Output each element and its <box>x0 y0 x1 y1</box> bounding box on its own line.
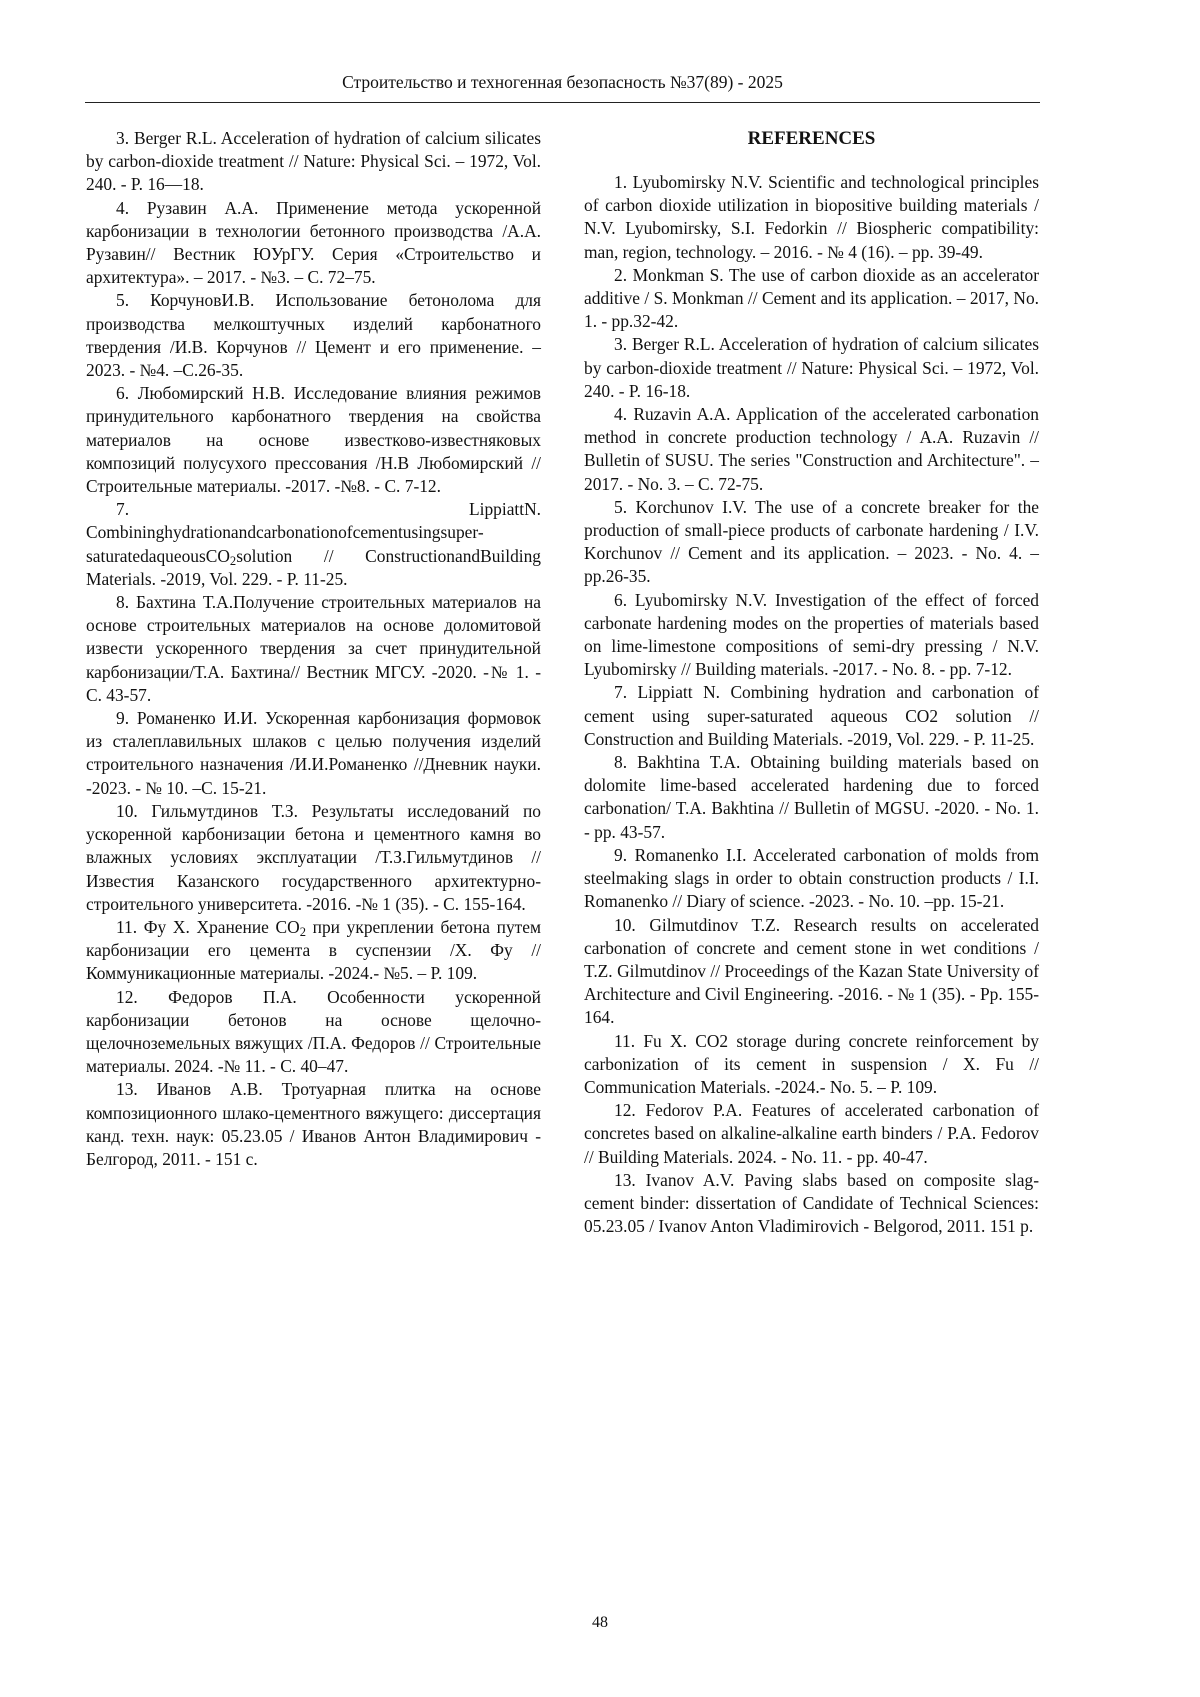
reference-number: 9. <box>116 708 130 729</box>
reference-number: 5. <box>116 290 130 311</box>
subscript: 2 <box>229 553 237 568</box>
reference-text: при укреплении бетона путем карбонизации его цемента в суспензии /Х. Фу // Коммуникационные материалы. -2024.- №5. – Р. 109. <box>86 916 542 984</box>
reference-number: 11. <box>614 1030 636 1051</box>
reference-number: 6. <box>614 589 628 610</box>
reference-number: 4. <box>116 197 130 218</box>
reference-item <box>584 589 1039 682</box>
reference-text: Fedorov P.A. Features of accelerated carbonation of concretes based on alkaline-alkaline earth binders / P.A. Fedorov // Building Materials. 2024. - No. 11. - pp. 40-47. <box>584 1100 1039 1167</box>
reference-item <box>86 800 541 916</box>
reference-item <box>86 127 541 197</box>
reference-number: 12. <box>116 986 138 1007</box>
reference-item <box>584 844 1039 914</box>
reference-text: Lippiatt N. Combining hydration and carbonation of cement using super-saturated aqueous CO2 solution // Construction and Building Materials. -2019, Vol. 229. - P. 11-25. <box>584 682 1039 749</box>
reference-text: Бахтина Т.А.Получение строительных материалов на основе строительных материалов на основе доломитовой извести ускоренного твердения за счет принудительной карбонизации/Т.А. Бахтина// Вестник МГСУ. -2020. -№ 1. - С. 43-57. <box>86 592 541 705</box>
reference-item <box>584 1030 1039 1100</box>
reference-number: 8. <box>614 752 628 773</box>
running-header: Строительство и техногенная безопасность №37(89) - 2025 <box>342 72 783 92</box>
reference-item <box>86 986 541 1079</box>
header-rule <box>85 102 1040 103</box>
reference-text: Monkman S. The use of carbon dioxide as an accelerator additive / S. Monkman // Cement and its application. – 2017, No. 1. - pp.32-42. <box>584 264 1039 332</box>
reference-number: 7. <box>116 499 130 520</box>
reference-item <box>86 197 541 290</box>
right-column <box>584 127 1039 1238</box>
reference-number: 5. <box>614 496 628 517</box>
reference-item <box>86 1078 541 1171</box>
reference-text: Berger R.L. Acceleration of hydration of calcium silicates by carbon-dioxide treatment // Nature: Physical Sci. – 1972, Vol. 240. - P. 16-18. <box>584 334 1039 401</box>
reference-text: Федоров П.А. Особенности ускоренной карбонизации бетонов на основе щелочно-щелочноземельных вяжущих /П.А. Федоров // Строительные материалы. 2024. -№ 11. - С. 40–47. <box>86 986 541 1077</box>
reference-text: Рузавин А.А. Применение метода ускоренной карбонизации в технологии бетонного производства /А.А. Рузавин// Вестник ЮУрГУ. Серия «Строительство и архитектура». – 2017. - №3. – С. 72–75. <box>86 197 542 288</box>
reference-number: 4. <box>614 404 628 425</box>
reference-number: 13. <box>614 1169 636 1190</box>
reference-text: Романенко И.И. Ускоренная карбонизация формовок из сталеплавильных шлаков с целью получения изделий строительного назначения /И.И.Романенко //Дневник науки. -2023. - № 10. –С. 15-21. <box>86 708 541 798</box>
reference-number: 13. <box>116 1079 138 1100</box>
reference-number: 7. <box>614 682 628 703</box>
reference-text: LippiattN. Combininghydrationandcarbonationofcementusingsuper-saturatedaqueousCO <box>86 499 541 566</box>
reference-item <box>584 264 1039 334</box>
reference-number: 8. <box>116 592 130 613</box>
references-title: REFERENCES <box>747 128 876 149</box>
reference-item <box>86 707 541 800</box>
reference-item <box>86 289 541 382</box>
reference-item <box>86 591 541 707</box>
page-number: 48 <box>592 1614 608 1631</box>
reference-text: КорчуновИ.В. Использование бетонолома для производства мелкоштучных изделий карбонатного твердения /И.В. Корчунов // Цемент и его применение. – 2023. - №4. –С.26-35. <box>86 290 541 381</box>
reference-number: 9. <box>614 844 628 865</box>
russian-reference-list <box>86 127 541 1171</box>
reference-item <box>584 403 1039 496</box>
reference-number: 12. <box>614 1100 636 1121</box>
reference-text: Ruzavin A.A. Application of the accelerated carbonation method in concrete production technology / A.A. Ruzavin // Bulletin of SUSU. The series "Construction and Architecture". – 2017. - No. 3. – C. 72-75. <box>584 404 1039 494</box>
reference-text: Berger R.L. Acceleration of hydration of calcium silicates by carbon-dioxide treatment // Nature: Physical Sci. – 1972, Vol. 240. - P. 16—18. <box>86 128 541 195</box>
reference-number: 3. <box>116 128 130 148</box>
reference-text: Romanenko I.I. Accelerated carbonation of molds from steelmaking slags in order to obtain construction products / I.I. Romanenko // Diary of science. -2023. - No. 10. –pp. 15-21. <box>584 844 1039 912</box>
reference-text: Гильмутдинов Т.З. Результаты исследований по ускоренной карбонизации бетона и цементного камня во влажных условиях эксплуатации /Т.З.Гильмутдинов //Известия Казанского государственного архитектурно-строительного университета. -2016. -№ 1 (35). - С. 155-164. <box>86 800 541 914</box>
reference-text: solution // ConstructionandBuilding Materials. -2019, Vol. 229. - P. 11-25. <box>86 545 541 589</box>
reference-text: Gilmutdinov T.Z. Research results on accelerated carbonation of concrete and cement stone in wet conditions / T.Z. Gilmutdinov // Proceedings of the Kazan State University of Architecture and Civil Engineering. -2016. - № 1 (35). - Pp. 155-164. <box>584 914 1039 1028</box>
subscript: 2 <box>299 925 306 940</box>
reference-text: Lyubomirsky N.V. Scientific and technological principles of carbon dioxide utilization in biopositive building materials / N.V. Lyubomirsky, S.I. Fedorkin // Biospheric compatibility: man, region, technology. – 2016. - № 4 (16). – pp. 39-49. <box>584 172 1039 262</box>
reference-text: Korchunov I.V. The use of a concrete breaker for the production of small-piece products of carbonate hardening / I.V. Korchunov // Cement and its application. – 2023. - No. 4. –pp.26-35. <box>584 496 1039 587</box>
reference-number: 2. <box>614 264 628 285</box>
left-column <box>86 127 541 1171</box>
reference-item <box>584 751 1039 844</box>
reference-number: 11. <box>116 916 138 937</box>
reference-item <box>584 914 1039 1030</box>
reference-item <box>584 1099 1039 1169</box>
reference-text: Любомирский Н.В. Исследование влияния режимов принудительного карбонатного твердения на свойства материалов на основе известково-известняковых композиций полусухого прессования /Н.В Любомирский //Строительные материалы. -2017. -№8. - С. 7-12. <box>86 383 541 497</box>
reference-item <box>584 333 1039 403</box>
reference-item <box>86 916 541 986</box>
reference-number: 10. <box>116 800 138 821</box>
reference-text: Bakhtina T.A. Obtaining building materials based on dolomite lime-based accelerated hardening due to forced carbonation/ T.A. Bakhtina // Bulletin of MGSU. -2020. - No. 1. - pp. 43-57. <box>584 752 1039 842</box>
reference-text: Fu X. CO2 storage during concrete reinforcement by carbonization of its cement in suspension / X. Fu // Communication Materials. -2024.- No. 5. – P. 109. <box>584 1030 1039 1097</box>
reference-number: 3. <box>614 334 628 355</box>
reference-item <box>584 1169 1039 1239</box>
reference-text: Фу Х. Хранение СО <box>143 916 300 937</box>
reference-text: Lyubomirsky N.V. Investigation of the effect of forced carbonate hardening modes on the properties of materials based on lime-limestone compositions of semi-dry pressing / N.V. Lyubomirsky // Building materials. -2017. - No. 8. - pp. 7-12. <box>584 589 1039 680</box>
reference-item <box>584 496 1039 589</box>
english-reference-list <box>584 171 1039 1238</box>
reference-item <box>86 382 541 498</box>
reference-number: 6. <box>116 383 130 404</box>
reference-item <box>584 681 1039 751</box>
reference-text: Иванов А.В. Тротуарная плитка на основе композиционного шлако-цементного вяжущего: диссертация канд. техн. наук: 05.23.05 / Иванов Антон Владимирович - Белгород, 2011. - 151 с. <box>86 1079 541 1169</box>
reference-item <box>584 171 1039 264</box>
reference-text: Ivanov A.V. Paving slabs based on composite slag-cement binder: dissertation of Candidate of Technical Sciences: 05.23.05 / Ivanov Anton Vladimirovich - Belgorod, 2011. 151 p. <box>584 1169 1039 1237</box>
reference-item <box>86 498 541 591</box>
reference-number: 1. <box>614 172 628 192</box>
reference-number: 10. <box>614 914 636 935</box>
